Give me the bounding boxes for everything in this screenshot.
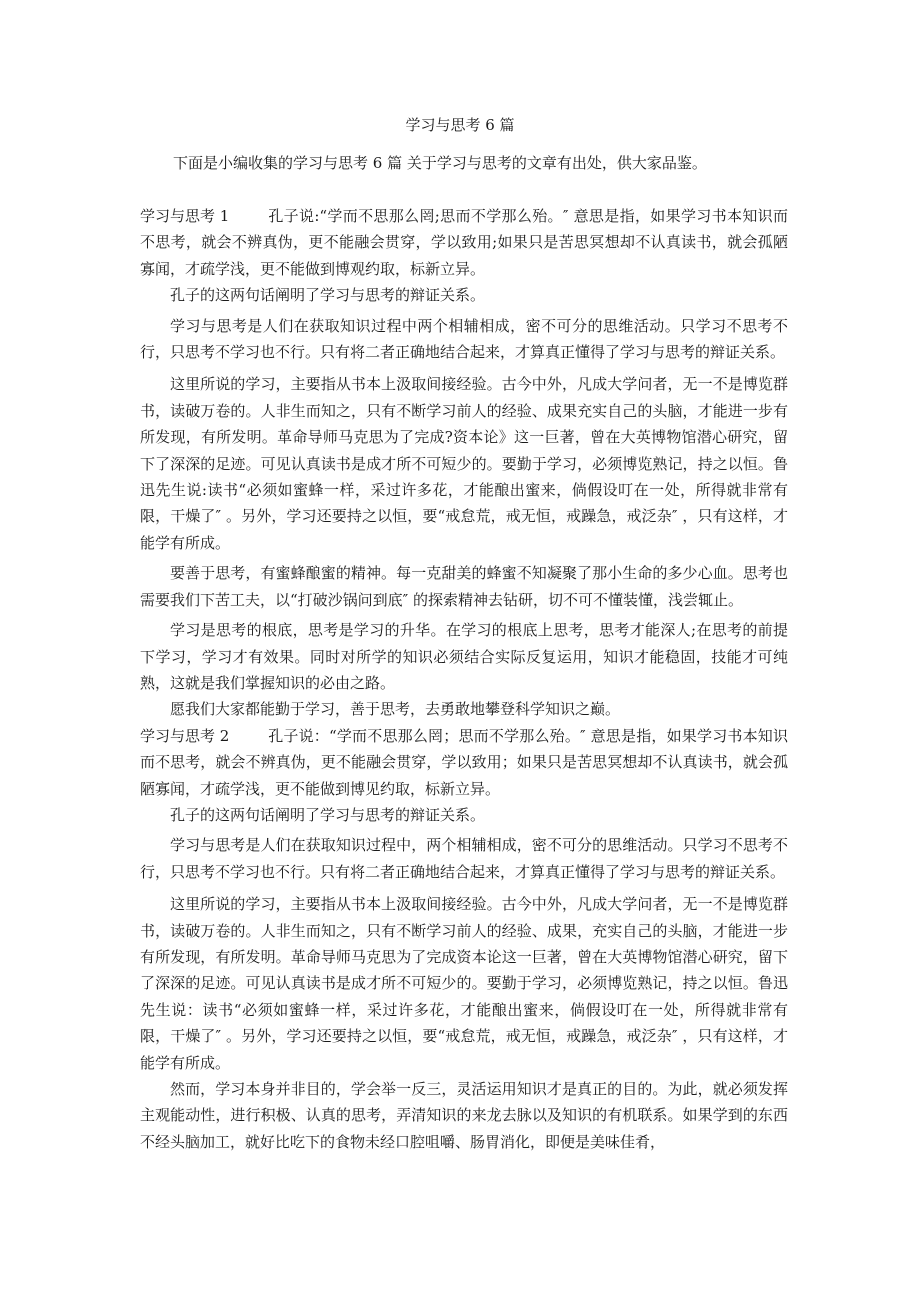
article-1-paragraph-4: 这里所说的学习，主要指从书本上汲取间接经验。古今中外，凡成大学问者，无一不是博览群书，读破万卷的。人非生而知之，只有不断学习前人的经验、成果充实自己的头脑，才能进一步有所发现，有所发明。革命导师马克思为了完成?资本论》这一巨著，曾在大英博物馆潜心研究，留下了深深的足迹。可见认真读书是成才所不可短少的。要勤于学习，必须博览熟记，持之以恒。鲁迅先生说:读书“必须如蜜蜂一样，采过许多花，才能酿出蜜来，倘假设叮在一处，所得就非常有限，干燥了″ 。另外，学习还要持之以恒，要“戒怠荒，戒无恒，戒躁急，戒泛杂″ ，只有这样，才能学有所成。 xyxy=(140,375,788,552)
article-2-paragraph-1: 孔子说：“学而不思那么罔；思而不学那么殆。″ 意思是指，如果学习书本知识而不思考，就会不辨真伪，更不能融会贯穿，学以致用；如果只是苦思冥想却不认真读书，就会孤陋寡闻，才疏学浅，更不能做到博见约取，标新立异。 xyxy=(140,726,788,798)
document-intro: 下面是小编收集的学习与思考 6 篇 关于学习与思考的文章有出处，供大家品鉴。 xyxy=(173,154,707,172)
document-title: 学习与思考 6 篇 xyxy=(405,116,515,134)
article-1-paragraph-2: 孔子的这两句话阐明了学习与思考的辩证关系。 xyxy=(170,286,486,305)
article-1-paragraph-3: 学习与思考是人们在获取知识过程中两个相辅相成，密不可分的思维活动。只学习不思考不行，只思考不学习也不行。只有将二者正确地结合起来，才算真正懂得了学习与思考的辩证关系。 xyxy=(140,316,788,362)
article-1-opening-paragraph xyxy=(140,203,788,282)
article-1-paragraph-5: 要善于思考，有蜜蜂酿蜜的精神。每一克甜美的蜂蜜不知凝聚了那小生命的多少心血。思考也需要我们下苦工夫，以“打破沙锅问到底″ 的探索精神去钻研，切不可不懂装懂，浅尝辄止。 xyxy=(140,564,788,609)
article-1-paragraph-6: 学习是思考的根底，思考是学习的升华。在学习的根底上思考，思考才能深人;在思考的前提下学习，学习才有效果。同时对所学的知识必须结合实际反复运用，知识才能稳固，技能才可纯熟，这就是我们掌握知识的必由之路。 xyxy=(140,621,788,692)
article-2-heading: 学习与思考 2 xyxy=(140,726,230,745)
article-2-paragraph-5: 然而，学习本身并非目的，学会举一反三，灵活运用知识才是真正的目的。为此，就必须发挥主观能动性，进行积极、认真的思考，弄清知识的来龙去脉以及知识的有机联系。如果学到的东西不经头脑加工，就好比吃下的食物未经口腔咀嚼、肠胃消化，即便是美味佳肴， xyxy=(140,1080,788,1151)
article-1-paragraph-1: 孔子说:“学而不思那么罔;思而不学那么殆。″ 意思是指，如果学习书本知识而不思考，就会不辨真伪，更不能融会贯穿，学以致用;如果只是苦思冥想却不认真读书，就会孤陋寡闻，才疏学浅，更不能做到博观约取，标新立异。 xyxy=(140,207,788,278)
article-1-heading: 学习与思考 1 xyxy=(140,207,230,225)
article-1-paragraph-7: 愿我们大家都能勤于学习，善于思考，去勇敢地攀登科学知识之巅。 xyxy=(170,700,621,719)
article-2-paragraph-3: 学习与思考是人们在获取知识过程中，两个相辅相成，密不可分的思维活动。只学习不思考不行，只思考不学习也不行。只有将二者正确地结合起来，才算真正懂得了学习与思考的辩证关系。 xyxy=(140,836,788,881)
document-body xyxy=(140,203,788,1155)
article-2-opening-paragraph xyxy=(140,723,788,802)
article-2-paragraph-2: 孔子的这两句话阐明了学习与思考的辩证关系。 xyxy=(170,805,486,824)
article-2-paragraph-4: 这里所说的学习，主要指从书本上汲取间接经验。古今中外，凡成大学问者，无一不是博览群书，读破万卷的。人非生而知之，只有不断学习前人的经验、成果，充实自己的头脑，才能进一步有所发现，有所发明。革命导师马克思为了完成资本论这一巨著，曾在大英博物馆潜心研究，留下了深深的足迹。可见认真读书是成才所不可短少的。要勤于学习，必须博览熟记，持之以恒。鲁迅先生说：读书“必须如蜜蜂一样，采过许多花，才能酿出蜜来，倘假设叮在一处，所得就非常有限，干燥了″ 。另外，学习还要持之以恒，要“戒怠荒，戒无恒，戒躁急，戒泛杂″ ，只有这样，才能学有所成。 xyxy=(140,895,788,1072)
